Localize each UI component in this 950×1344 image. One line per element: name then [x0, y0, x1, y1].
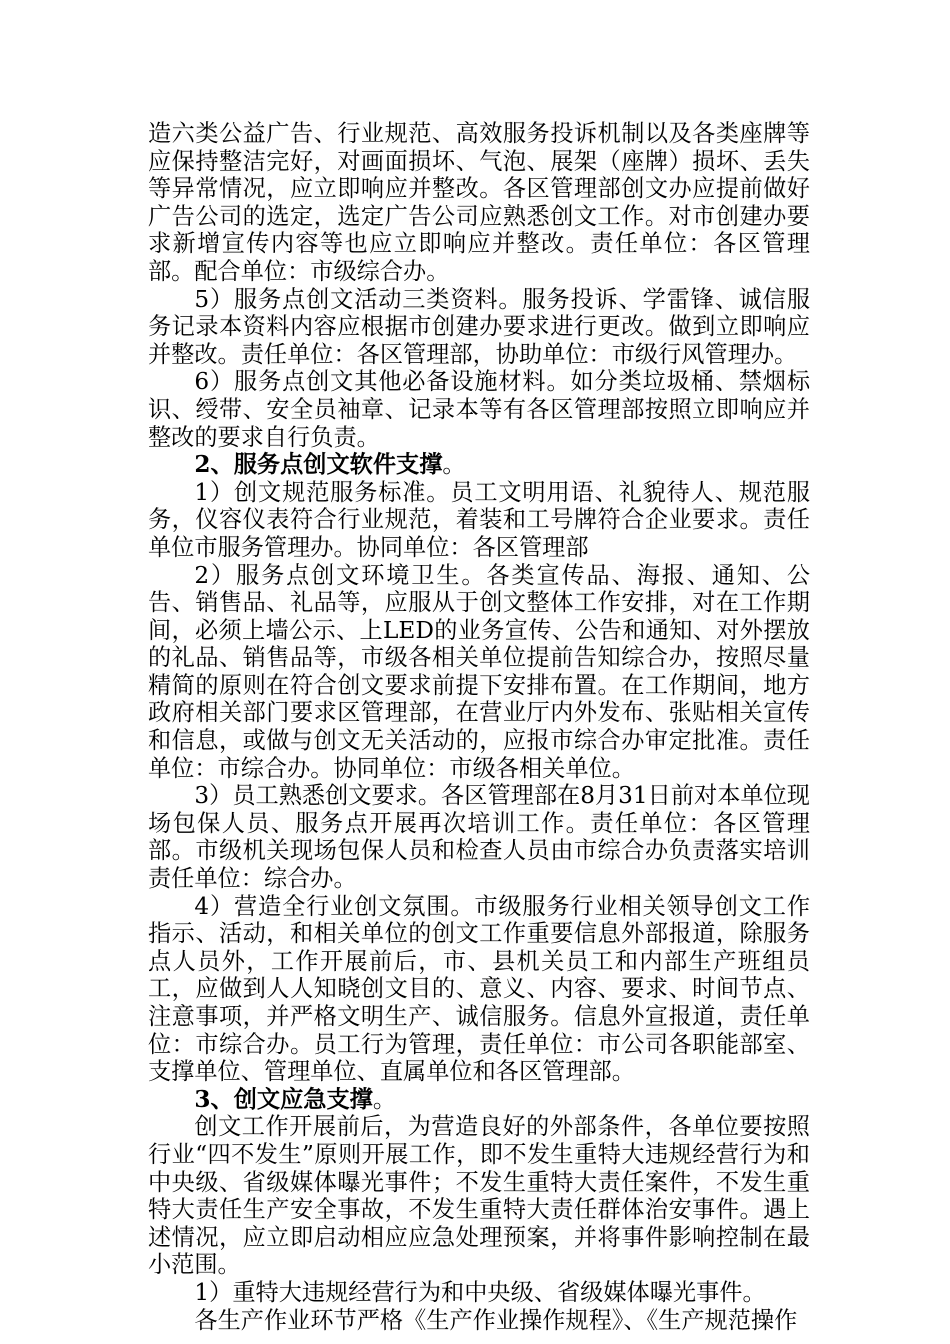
paragraph-8: 4）营造全行业创文氛围。市级服务行业相关领导创文工作指示、活动，和相关单位的创文工作重要信息外部报道，除服务点人员外，工作开展前后，市、县机关员工和内部生产班组员工，应做到人人知晓创文目的、意义、内容、要求、时间节点、注意事项，并严格文明生产、诚信服务。信息外宣报道，责任单位：市综合办。员工行为管理，责任单位：市公司各职能部室、支撑单位、管理单位、直属单位和各区管理部。	[148, 892, 810, 1086]
paragraph-5: 1）创文规范服务标准。员工文明用语、礼貌待人、规范服务，仪容仪表符合行业规范，着装和工号牌符合企业要求。责任单位市服务管理办。协同单位：各区管理部	[148, 478, 810, 561]
paragraph-1: 造六类公益广告、行业规范、高效服务投诉机制以及各类座牌等应保持整洁完好，对画面损坏、气泡、展架（座牌）损坏、丢失等异常情况，应立即响应并整改。各区管理部创文办应提前做好广告公司的选定，选定广告公司应熟悉创文工作。对市创建办要求新增宣传内容等也应立即响应并整改。责任单位：各区管理部。配合单位：市级综合办。	[148, 120, 810, 285]
paragraph-3: 6）服务点创文其他必备设施材料。如分类垃圾桶、禁烟标识、绶带、安全员袖章、记录本等有各区管理部按照立即响应并整改的要求自行负责。	[148, 368, 810, 451]
section-heading-3	[148, 1086, 810, 1114]
section-heading-2-text: 2、服务点创文软件支撑	[194, 451, 443, 479]
section-heading-3-tail: 。	[372, 1085, 397, 1113]
paragraph-11: 1）重特大违规经营行为和中央级、省级媒体曝光事件。	[194, 1278, 766, 1306]
section-heading-2-tail: 。	[442, 451, 466, 479]
section-heading-2	[148, 451, 810, 479]
document-page	[148, 120, 810, 1334]
paragraph-12: 各生产作业环节严格《生产作业操作规程》、《生产规范操作	[194, 1306, 798, 1334]
paragraph-10: 创文工作开展前后，为营造良好的外部条件，各单位要按照行业“四不发生”原则开展工作，即不发生重特大违规经营行为和中央级、省级媒体曝光事件；不发生重特大责任案件，不发生重特大责任生产安全事故，不发生重特大责任群体治安事件。遇上述情况，应立即启动相应应急处理预案，并将事件影响控制在最小范围。	[148, 1113, 810, 1279]
paragraph-2: 5）服务点创文活动三类资料。服务投诉、学雷锋、诚信服务记录本资料内容应根据市创建办要求进行更改。做到立即响应并整改。责任单位：各区管理部，协助单位：市级行风管理办。	[148, 285, 810, 368]
section-heading-3-text: 3、创文应急支撑	[194, 1085, 373, 1113]
paragraph-7: 3）员工熟悉创文要求。各区管理部在8月31日前对本单位现场包保人员、服务点开展再次培训工作。责任单位：各区管理部。市级机关现场包保人员和检查人员由市综合办负责落实培训责任单位：综合办。	[148, 782, 810, 893]
paragraph-6: 2）服务点创文环境卫生。各类宣传品、海报、通知、公告、销售品、礼品等，应服从于创文整体工作安排，对在工作期间，必须上墙公示、上LED的业务宣传、公告和通知、对外摆放的礼品、销售品等，市级各相关单位提前告知综合办，按照尽量精简的原则在符合创文要求前提下安排布置。在工作期间，地方政府相关部门要求区管理部，在营业厅内外发布、张贴相关宣传和信息，或做与创文无关活动的，应报市综合办审定批准。责任单位：市综合办。协同单位：市级各相关单位。	[148, 561, 810, 782]
